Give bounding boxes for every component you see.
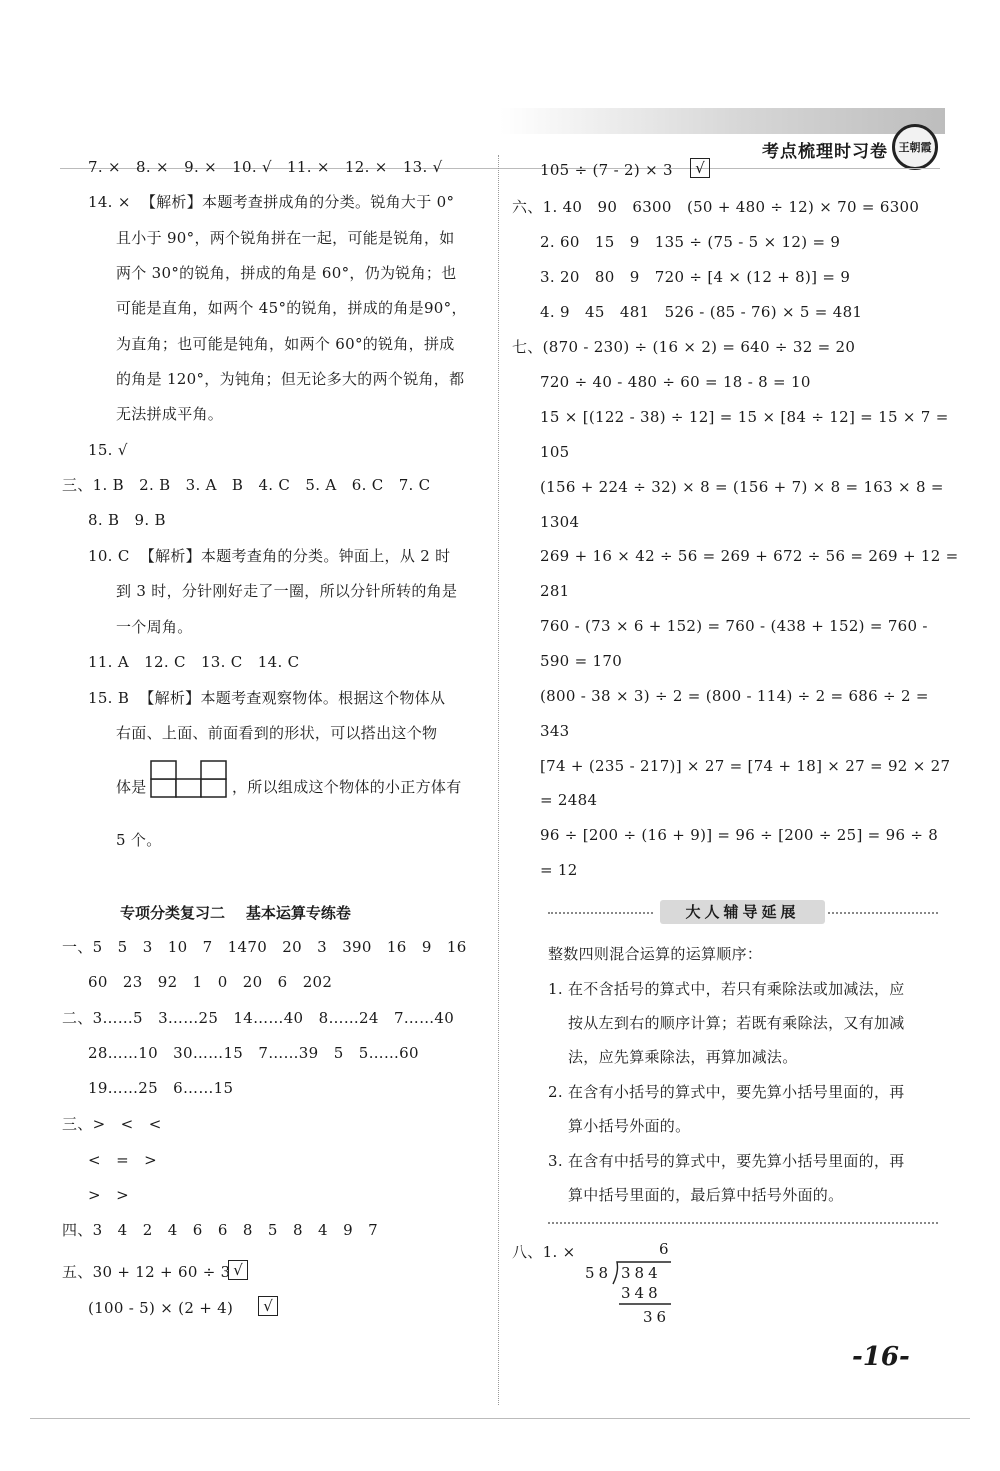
answer-line: 343 (540, 722, 570, 740)
answer-line: 105 ÷ (7 - 2) × 3 (540, 161, 673, 179)
answer-line: 右面、上面、前面看到的形状，可以搭出这个物 (116, 724, 438, 742)
answer-line: < = > (88, 1151, 158, 1169)
answer-line: = 2484 (540, 791, 598, 809)
note-line: 法，应先算乘除法，再算加减法。 (568, 1048, 798, 1066)
answer-line: 590 = 170 (540, 652, 623, 670)
answer-line: 2. 60 15 9 135 ÷ (75 - 5 × 12) = 9 (540, 233, 841, 251)
bottom-rule (30, 1418, 970, 1419)
dotted-rule (548, 1222, 938, 1224)
answer-line: 无法拼成平角。 (116, 405, 224, 423)
header-band (500, 108, 945, 134)
answer-line: 28……10 30……15 7……39 5 5……60 (88, 1044, 419, 1062)
answer-line: 七、(870 - 230) ÷ (16 × 2) = 640 ÷ 32 = 20 (512, 338, 856, 356)
answer-line: 可能是直角，如两个 45°的锐角，拼成的角是90°， (116, 299, 467, 317)
answer-line: 四、3 4 2 4 6 6 8 5 8 4 9 7 (62, 1221, 378, 1239)
answer-line: 且小于 90°，两个锐角拼在一起，可能是锐角，如 (116, 229, 455, 247)
answer-line: 269 + 16 × 42 ÷ 56 = 269 + 672 ÷ 56 = 269 + 12 = (540, 547, 959, 565)
note-line: 按从左到右的顺序计算；若既有乘除法，又有加减 (568, 1014, 905, 1032)
answer-line: 4. 9 45 481 526 - (85 - 76) × 5 = 481 (540, 303, 863, 321)
page-number: -16- (852, 1342, 910, 1372)
answer-line: 11. A 12. C 13. C 14. C (88, 653, 300, 671)
answer-line: > > (88, 1186, 129, 1204)
answer-line: 60 23 92 1 0 20 6 202 (88, 973, 333, 991)
answer-line: 八、1. × (512, 1243, 576, 1261)
check-box: √ (690, 158, 710, 178)
answer-line: 1304 (540, 513, 580, 531)
note-line: 算中括号里面的，最后算中括号外面的。 (568, 1186, 844, 1204)
dotted-rule (828, 912, 938, 914)
answer-line: 760 - (73 × 6 + 152) = 760 - (438 + 152) = 760 - (540, 617, 928, 635)
answer-line: 15 × [(122 - 38) ÷ 12] = 15 × [84 ÷ 12] = 15 × 7 = (540, 408, 949, 426)
section-title: 专项分类复习二 基本运算专练卷 (120, 904, 351, 922)
answer-line: [74 + (235 - 217)] × 27 = [74 + 18] × 27 = 92 × 27 (540, 757, 951, 775)
column-divider (498, 155, 499, 1405)
answer-line: 15. B 【解析】本题考查观察物体。根据这个物体从 (88, 689, 446, 707)
note-line: 3. 在含有中括号的算式中，要先算小括号里面的，再 (548, 1152, 905, 1170)
answer-line: 体是 (116, 778, 147, 796)
answer-line: 五、30 + 12 + 60 ÷ 3 (62, 1263, 231, 1281)
answer-line: (800 - 38 × 3) ÷ 2 = (800 - 114) ÷ 2 = 686 ÷ 2 = (540, 687, 929, 705)
extension-header (548, 900, 938, 924)
answer-line: ，所以组成这个物体的小正方体有 (232, 778, 462, 796)
division-remainder: 36 (643, 1308, 671, 1326)
answer-line: 两个 30°的锐角，拼成的角是 60°，仍为锐角；也 (116, 264, 457, 282)
answer-line: 三、> < < (62, 1115, 162, 1133)
answer-line: 7. × 8. × 9. × 10. √ 11. × 12. × 13. √ (88, 158, 443, 176)
note-line: 1. 在不含括号的算式中，若只有乘除法或加减法，应 (548, 980, 905, 998)
note-line: 2. 在含有小括号的算式中，要先算小括号里面的，再 (548, 1083, 905, 1101)
answer-line: 三、1. B 2. B 3. A B 4. C 5. A 6. C 7. C (62, 476, 431, 494)
division-divisor: 58 (585, 1264, 613, 1282)
answer-line: 六、1. 40 90 6300 (50 + 480 ÷ 12) × 70 = 6300 (512, 198, 920, 216)
answer-line: 到 3 时，分针刚好走了一圈，所以分针所转的角是 (116, 582, 458, 600)
answer-line: 为直角；也可能是钝角，如两个 60°的锐角，拼成 (116, 335, 455, 353)
answer-line: 10. C 【解析】本题考查角的分类。钟面上，从 2 时 (88, 547, 451, 565)
answer-line: 一个周角。 (116, 618, 193, 636)
check-box: √ (228, 1260, 248, 1280)
check-box: √ (258, 1296, 278, 1316)
answer-line: (100 - 5) × (2 + 4) (88, 1299, 234, 1317)
answer-line: 的角是 120°，为钝角；但无论多大的两个锐角，都 (116, 370, 465, 388)
answer-line: 96 ÷ [200 ÷ (16 + 9)] = 96 ÷ [200 ÷ 25] = 96 ÷ 8 (540, 826, 939, 844)
answer-line: 二、3……5 3……25 14……40 8……24 7……40 (62, 1009, 455, 1027)
division-quotient: 6 (659, 1240, 673, 1258)
answer-line: 5 个。 (116, 831, 162, 849)
answer-line: (156 + 224 ÷ 32) × 8 = (156 + 7) × 8 = 163 × 8 = (540, 478, 944, 496)
answer-line: 281 (540, 582, 570, 600)
note-line: 整数四则混合运算的运算顺序： (548, 945, 763, 963)
note-line: 算小括号外面的。 (568, 1117, 691, 1135)
answer-line: 一、5 5 3 10 7 1470 20 3 390 16 9 16 (62, 938, 467, 956)
cube-figure (150, 760, 228, 798)
publisher-logo: 王朝霞 (892, 124, 938, 170)
answer-line: 14. × 【解析】本题考查拼成角的分类。锐角大于 0° (88, 193, 455, 211)
answer-line: 105 (540, 443, 570, 461)
extension-title: 大人辅导延展 (660, 900, 825, 924)
dotted-rule (548, 912, 653, 914)
answer-line: 720 ÷ 40 - 480 ÷ 60 = 18 - 8 = 10 (540, 373, 811, 391)
answer-line: 15. √ (88, 441, 128, 459)
answer-line: 8. B 9. B (88, 511, 166, 529)
division-bracket (611, 1260, 673, 1308)
answer-line: 19……25 6……15 (88, 1079, 234, 1097)
header-title: 考点梳理时习卷 (762, 142, 888, 162)
division-dividend: 384 (621, 1264, 662, 1282)
answer-line: = 12 (540, 861, 578, 879)
answer-line: 3. 20 80 9 720 ÷ [4 × (12 + 8)] = 9 (540, 268, 851, 286)
division-product: 348 (621, 1284, 662, 1302)
